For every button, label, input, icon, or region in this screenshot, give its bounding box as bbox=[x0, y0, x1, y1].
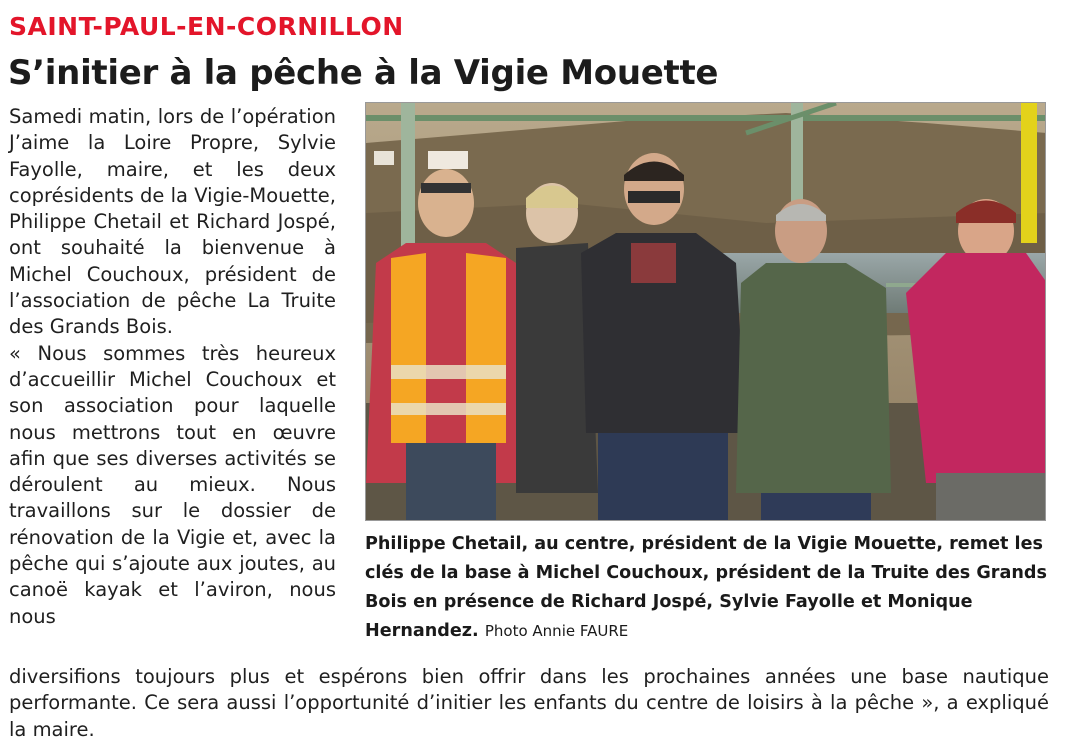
photo-caption-text: Philippe Chetail, au centre, président de la Vigie Mouette, remet les clés de la base à Michel Couchoux, président de la Truite des Grands Bois en présence de Richard Jospé, Sylvie Fayolle et Monique Hernandez. bbox=[365, 534, 1047, 641]
article-body-bottom bbox=[9, 664, 1049, 743]
section-kicker: SAINT-PAUL-EN-CORNILLON bbox=[9, 12, 404, 41]
article-photo bbox=[365, 102, 1046, 521]
photo-caption bbox=[365, 530, 1055, 646]
article-body-column bbox=[9, 104, 336, 630]
body-paragraph-bottom: diversifions toujours plus et espérons bien offrir dans les prochaines années une base nautique performante. Ce sera aussi l’opportunité d’initier les enfants du centre de loisirs à la pêche », a expliqué la maire. bbox=[9, 665, 1049, 741]
body-paragraph-1: Samedi matin, lors de l’opération J’aime la Loire Propre, Sylvie Fayolle, maire, et les deux coprésidents de la Vigie-Mouette, Philippe Chetail et Richard Jospé, ont souhaité la bienvenue à Michel Couchoux, président de l’association de pêche La Truite des Grands Bois. bbox=[9, 105, 336, 339]
photo-credit: Photo Annie FAURE bbox=[484, 622, 629, 640]
body-paragraph-2: « Nous sommes très heureux d’accueillir Michel Couchoux et son association pour laquelle nous mettrons tout en œuvre afin que ses diverses activités se déroulent au mieux. Nous travaillons sur le dossier de rénovation de la Vigie et, avec la pêche qui s’ajoute aux joutes, au canoë kayak et l’aviron, nous nous bbox=[9, 341, 336, 628]
article-headline: S’initier à la pêche à la Vigie Mouette bbox=[8, 53, 719, 93]
